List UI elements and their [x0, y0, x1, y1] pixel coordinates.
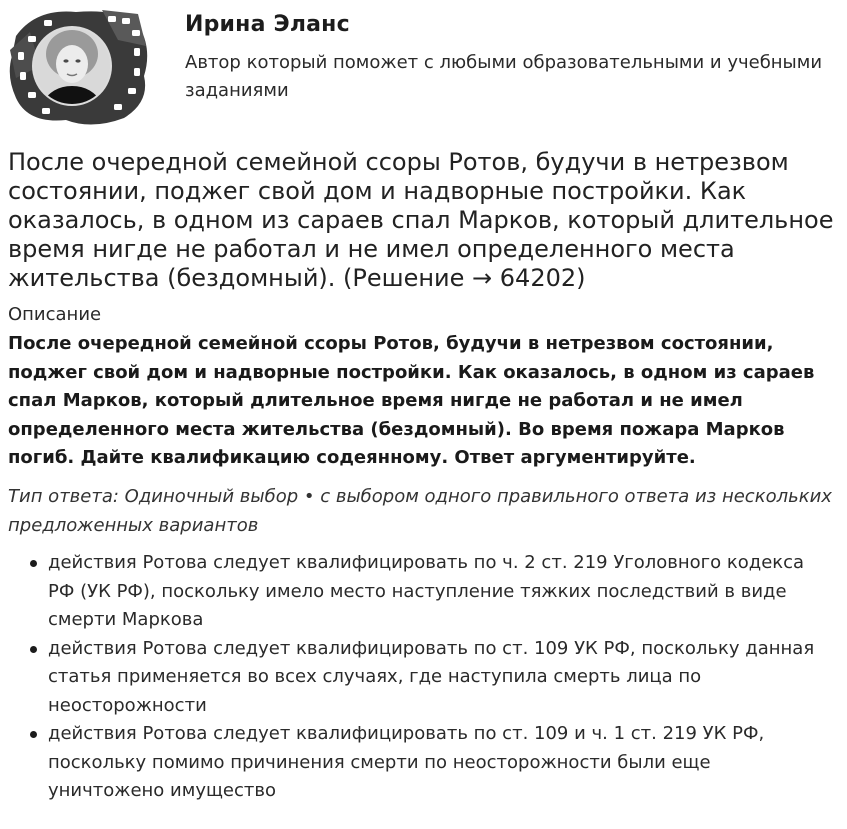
description-text: После очередной семейной ссоры Ротов, будучи в нетрезвом состоянии, поджег свой дом и надворные постройки. Как оказалось, в одном из сараев спал Марков, который длительное время нигде не работал и не имел определенного места жительства (бездомный). Во время пожара Марков погиб. Дайте квалификацию содеянному. Ответ аргументируйте. [8, 333, 815, 468]
answer-options-list [28, 549, 828, 806]
answer-option-text: действия Ротова следует квалифицировать по ст. 109 УК РФ, поскольку данная статья применяется во всех случаях, где наступила смерть лица по неосторожности [48, 637, 815, 716]
author-block [0, 0, 847, 130]
author-avatar [6, 6, 152, 126]
author-description: Автор который поможет с любыми образовательными и учебными заданиями [185, 52, 823, 101]
bullet-icon [30, 731, 37, 738]
question-title: После очередной семейной ссоры Ротов, будучи в нетрезвом состоянии, поджег свой дом и надворные постройки. Как оказалось, в одном из сараев спал Марков, который длительное время нигде не работал и не имел определенного места жительства (бездомный). (Решение → 64202) [8, 148, 834, 292]
answer-option-text: действия Ротова следует квалифицировать по ст. 109 и ч. 1 ст. 219 УК РФ, поскольку помимо причинения смерти по неосторожности были еще уничтожено имущество [48, 723, 765, 801]
answer-option[interactable] [28, 720, 828, 806]
answer-option[interactable] [28, 635, 828, 721]
description-label: Описание [8, 304, 102, 325]
answer-option[interactable] [28, 549, 828, 635]
bullet-icon [30, 646, 37, 653]
bullet-icon [30, 560, 37, 567]
answer-option-text: действия Ротова следует квалифицировать по ч. 2 ст. 219 Уголовного кодекса РФ (УК РФ), поскольку имело место наступление тяжких последствий в виде смерти Маркова [48, 552, 805, 630]
answer-type: Тип ответа: Одиночный выбор • с выбором одного правильного ответа из нескольких предложенных вариантов [8, 486, 832, 536]
author-name[interactable]: Ирина Эланс [185, 12, 350, 37]
avatar-film-frame-icon [6, 6, 152, 126]
